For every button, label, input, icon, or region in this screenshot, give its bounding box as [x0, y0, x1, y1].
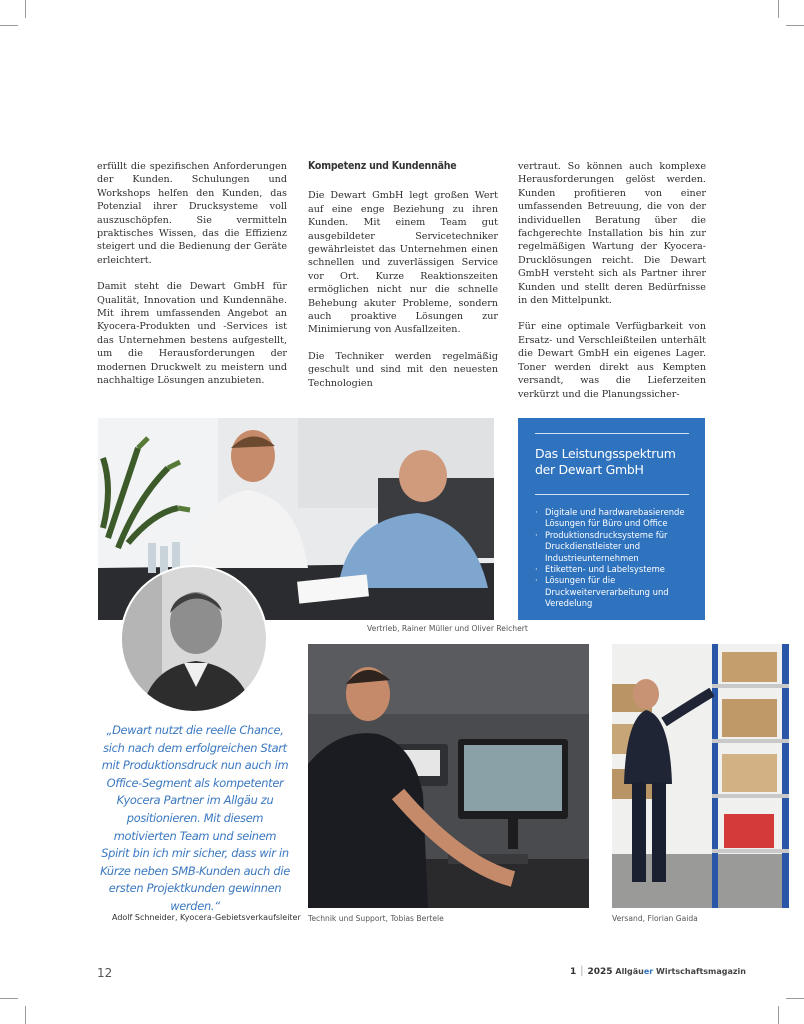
article-column-2: [308, 160, 498, 403]
paragraph: Die Techniker werden regelmäßig geschult und sind mit den neuesten Technologien: [308, 350, 498, 389]
crop-mark: [786, 25, 804, 26]
crop-mark: [0, 998, 18, 999]
article-column-3: [518, 160, 706, 414]
technician-photo: [308, 644, 589, 908]
pull-quote: „Dewart nutzt die reelle Chance, sich nach dem erfolgreichen Start mit Produktionsdruck nun auch im Office-Segment als kompetenter Kyocera Partner im Allgäu zu positionieren. Mit diesem motivierten Team und seinem Spirit bin ich mir sicher, dass wir in Kürze neben SMB-Kunden auch die ersten Projektkunden gewinnen werden.“: [100, 723, 290, 913]
paragraph: vertraut. So können auch komplexe Herausforderungen gelöst werden. Kunden profitieren von einer umfassenden Betreuung, die von der individuellen Beratung über die fachgerechte Installation bis hin zur regelmäßigen Wartung der Kyocera-Drucklösungen reicht. Die Dewart GmbH versteht sich als Partner ihrer Kunden und stellt deren Bedürfnisse in den Mittelpunkt.: [518, 161, 706, 307]
magazine-suffix: Wirtschaftsmagazin: [653, 967, 746, 976]
divider: [535, 433, 689, 434]
portrait-photo: [120, 565, 268, 713]
issue-number: 1: [570, 967, 577, 977]
crop-mark: [778, 1006, 779, 1024]
list-item: · Lösungen für die Druckweiterverarbeitung und Veredelung: [535, 575, 700, 609]
technician-caption: Technik und Support, Tobias Bertele: [308, 914, 444, 923]
warehouse-photo: [612, 644, 789, 908]
issue-year: 2025: [587, 967, 613, 977]
section-heading: Kompetenz und Kundennähe: [308, 160, 457, 172]
separator: │: [579, 967, 585, 977]
crop-mark: [786, 998, 804, 999]
divider: [535, 494, 689, 495]
crop-mark: [778, 0, 779, 18]
services-infobox: [518, 418, 705, 620]
warehouse-caption: Versand, Florian Gaida: [612, 914, 698, 923]
magazine-name: [615, 967, 746, 976]
quote-author: Adolf Schneider, Kyocera-Gebietsverkaufsleiter: [112, 913, 301, 922]
paragraph: Die Dewart GmbH legt großen Wert auf eine enge Beziehung zu ihren Kunden. Mit einem Team gut ausgebildeter Servicetechniker gewährleistet das Unternehmen einen schnellen und zuverlässigen Service vor Ort. Kurze Reaktionszeiten ermöglichen nicht nur die schnelle Behebung akuter Probleme, sondern auch proaktive Lösungen zur Minimierung von Ausfallzeiten.: [308, 190, 498, 336]
paragraph: Damit steht die Dewart GmbH für Qualität, Innovation und Kundennähe. Mit ihrem umfassenden Angebot an Kyocera-Produkten und -Services ist das Unternehmen bestens aufgestellt, um die Herausforderungen der modernen Druckwelt zu meistern und nachhaltige Lösungen anzubieten.: [97, 281, 287, 387]
crop-mark: [25, 0, 26, 18]
crop-mark: [25, 1006, 26, 1024]
paragraph: Für eine optimale Verfügbarkeit von Ersatz- und Verschleißteilen unterhält die Dewart GmbH ein eigenes Lager. Toner werden direkt aus Kempten versandt, was die Lieferzeiten verkürzt und die Planungssicher-: [518, 321, 706, 400]
article-column-1: [97, 160, 287, 401]
list-item: · Digitale und hardwarebasierende Lösungen für Büro und Office: [535, 507, 700, 530]
magazine-er: er: [643, 967, 654, 976]
crop-mark: [0, 25, 18, 26]
paragraph: erfüllt die spezifischen Anforderungen der Kunden. Schulungen und Workshops helfen den Kunden, das Potenzial ihrer Drucksysteme voll auszuschöpfen. Sie vermitteln praktisches Wissen, das die Effizienz steigert und die Bedienung der Geräte erleichtert.: [97, 161, 287, 266]
footer-issue-info: [570, 967, 746, 977]
services-list: [535, 507, 700, 610]
infobox-title: Das Leistungsspektrum der Dewart GmbH: [535, 446, 676, 477]
list-item: · Etiketten- und Labelsysteme: [535, 564, 700, 575]
list-item: · Produktionsdrucksysteme für Druckdienstleister und Industrieunternehmen: [535, 530, 700, 564]
page-number: 12: [97, 966, 113, 980]
meeting-caption: Vertrieb, Rainer Müller und Oliver Reichert: [367, 624, 528, 633]
magazine-prefix: Allgäu: [615, 967, 644, 976]
